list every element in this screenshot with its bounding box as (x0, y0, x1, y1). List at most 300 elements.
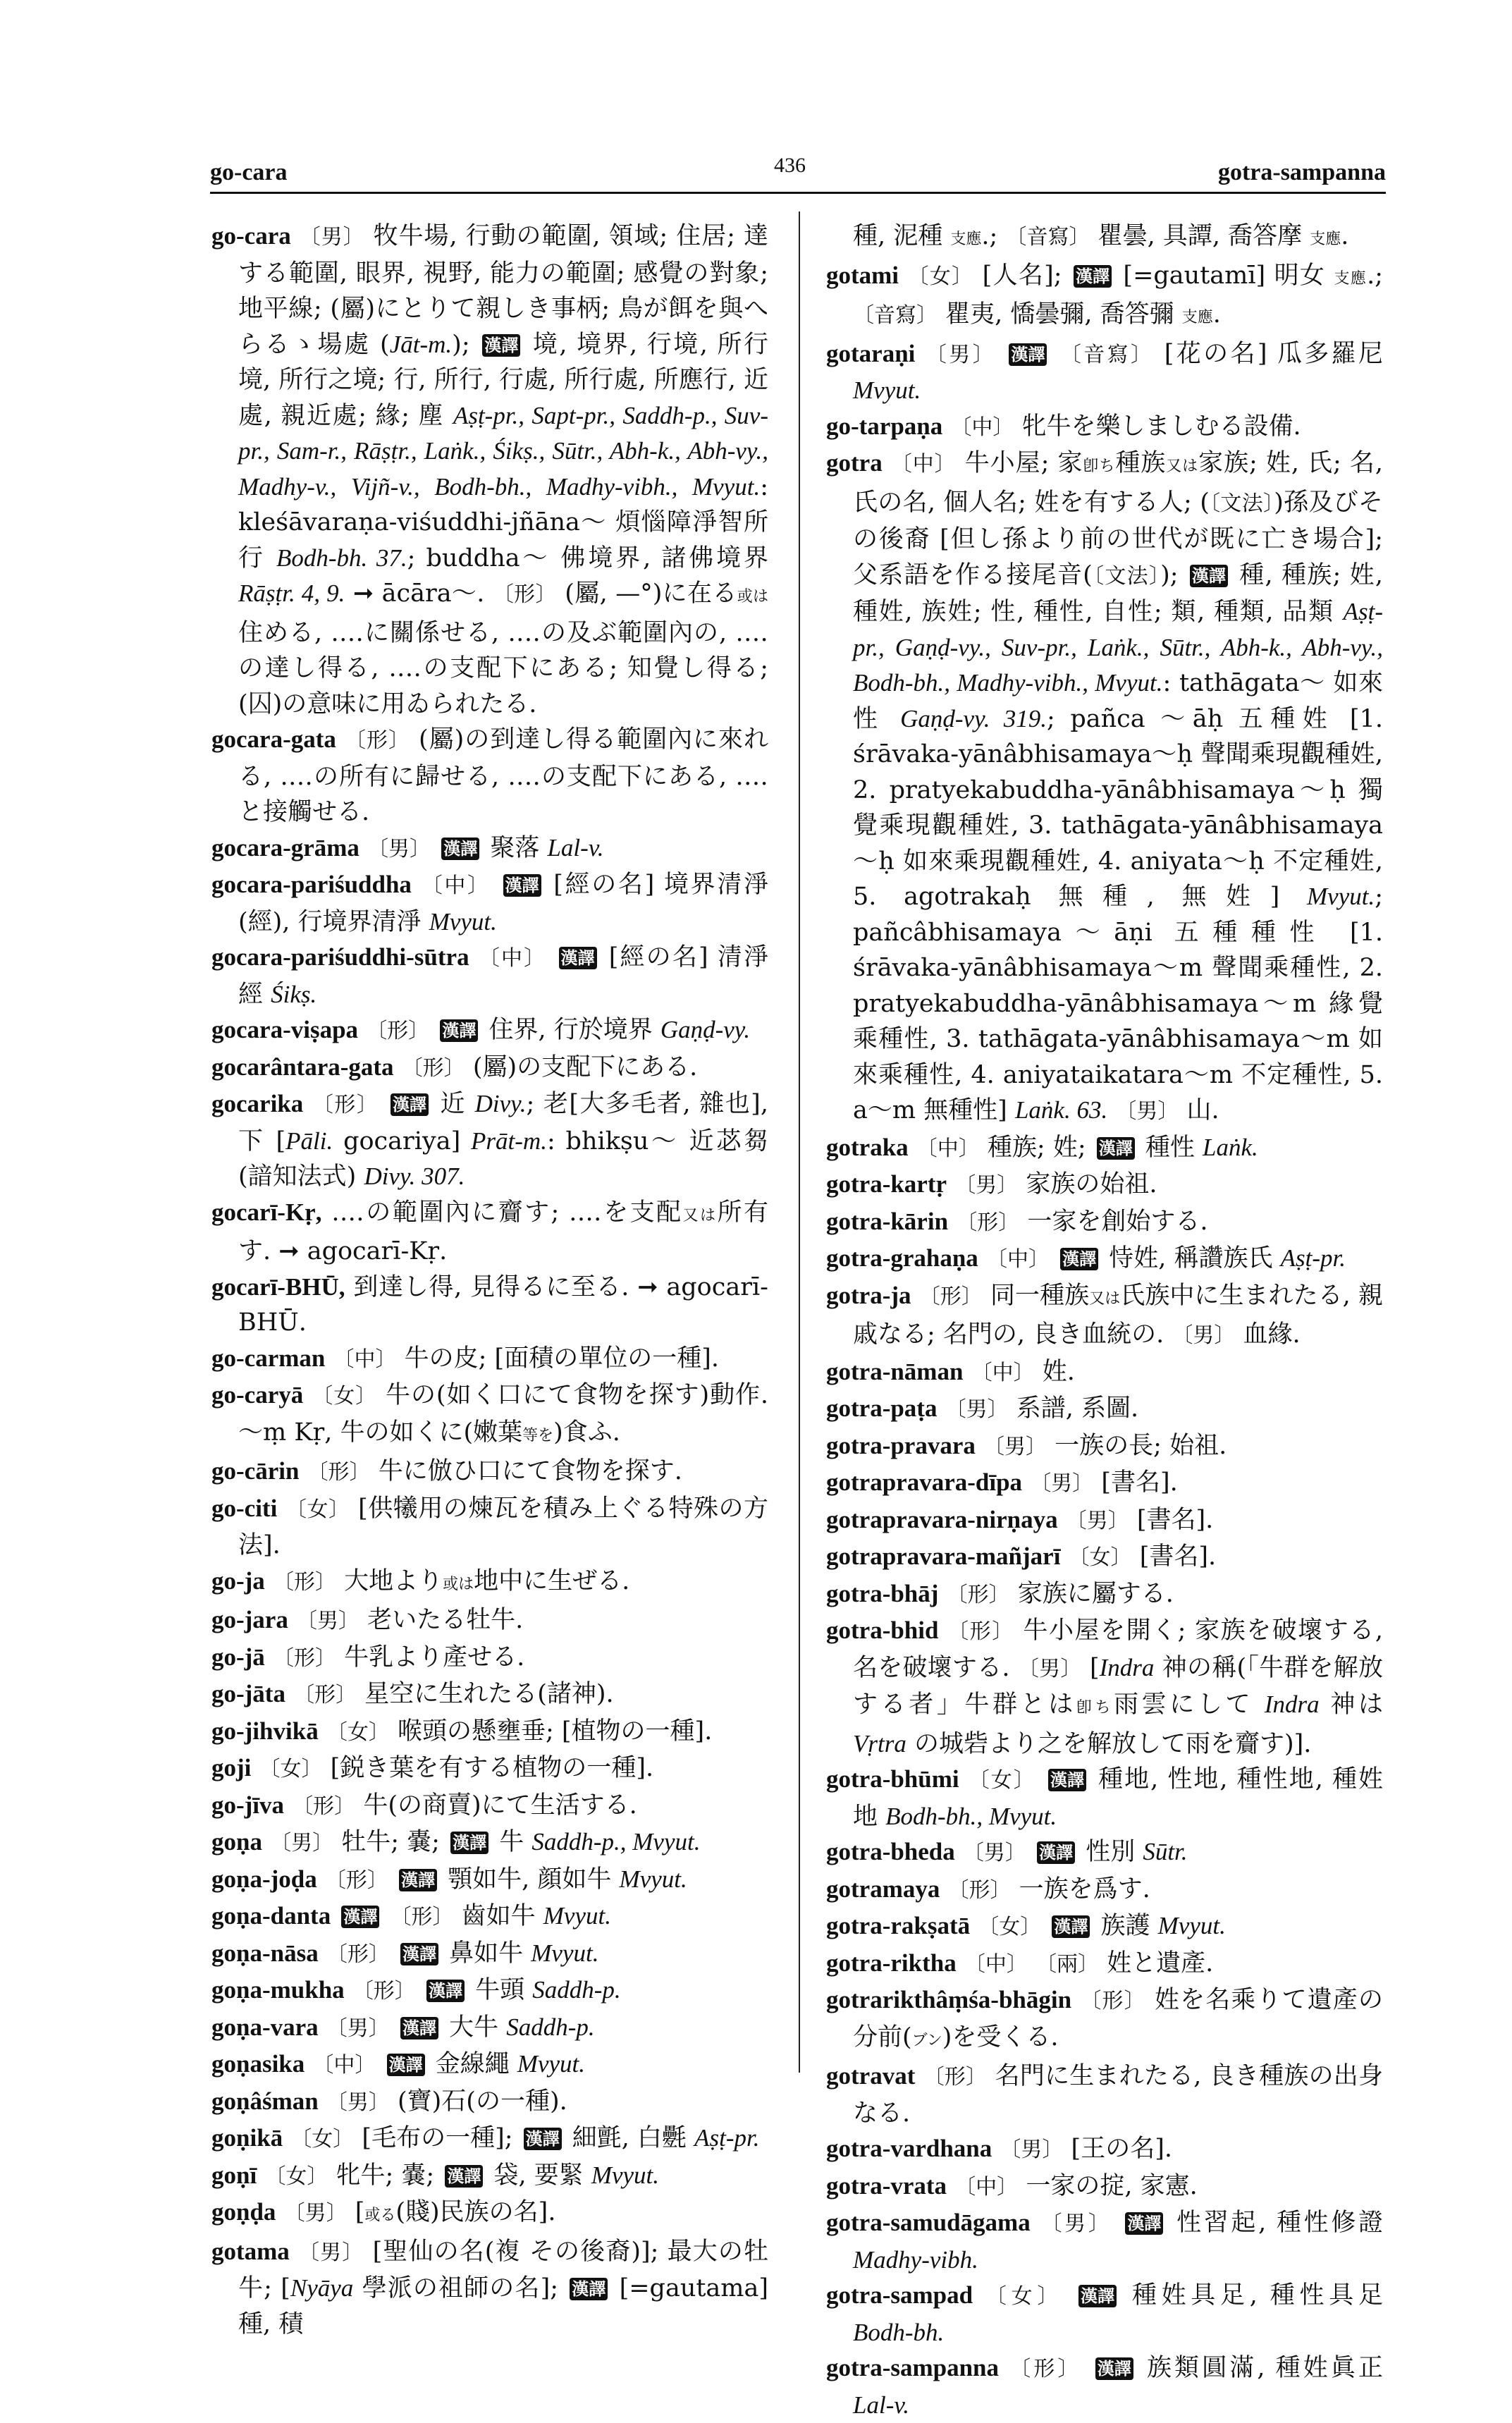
entry-definition: 〔中〕 姓. (971, 1357, 1075, 1386)
entry-definition: 〔男〕 漢譯 性習起, 種性修證 Madhy-vibh. (853, 2209, 1383, 2274)
entry-definition: 〔形〕 姓を名乘りて遺產の分前(ブン)を受くる. (853, 1986, 1383, 2051)
dictionary-entry (826, 1908, 1383, 1946)
small-note: 支應 (1310, 231, 1341, 248)
source-reference: Mvyut. (543, 1902, 611, 1930)
grammar-tag: 〔男〕 (1065, 1508, 1129, 1533)
entry-definition: 〔男〕 一族の長; 始祖. (983, 1431, 1227, 1460)
grammar-tag: 〔男〕 (367, 836, 431, 861)
entry-definition: 〔女〕 漢譯 族護 Mvyut. (978, 1912, 1226, 1940)
source-reference: Aṣṭ-pr. (694, 2124, 760, 2152)
dictionary-entry (826, 1278, 1383, 1354)
grammar-tag: 〔音寫〕 (1005, 225, 1090, 250)
dictionary-entry (211, 1936, 768, 1973)
entry-definition: 〔男〕 [書名]. (1065, 1505, 1214, 1534)
grammar-tag: 〔形〕 (307, 1460, 371, 1485)
small-note: 又は (682, 1206, 718, 1225)
grammar-tag: 〔男〕 (954, 1173, 1019, 1198)
source-reference: Saddh-p. (532, 1976, 621, 2004)
dictionary-entry (211, 867, 768, 940)
entry-headword: gotra-paṭa (826, 1394, 938, 1422)
grammar-tag: 〔形〕 (293, 1683, 357, 1707)
entry-definition: 〔形〕 牛小屋を開く; 家族を破壞する, 名を破壞する. 〔男〕 [Indra 神の稱(「牛群を解放する者」牛群とは卽ち雨雲にして Indra 神は Vṛtra の城砦より之を解放して雨を齎す)]. (853, 1617, 1384, 1758)
source-reference: Madhy-vibh. (853, 2245, 978, 2274)
entry-headword: goṇâśman (211, 2087, 319, 2115)
entry-definition: 〔形〕 牛(の商賣)にて生活する. (292, 1791, 637, 1820)
entry-definition: 〔形〕 漢譯 顎如牛, 顔如牛 Mvyut. (324, 1865, 687, 1894)
entry-definition: 〔中〕 漢譯 金線繩 Mvyut. (312, 2050, 586, 2078)
dictionary-entry (211, 1862, 768, 1899)
dictionary-entry (211, 1750, 768, 1788)
grammar-tag: 〔女〕 (968, 1768, 1036, 1793)
entry-headword: gocarika (211, 1090, 304, 1117)
entry-headword: go-cārin (211, 1457, 300, 1485)
translation-tag: 漢譯 (1125, 2212, 1163, 2235)
entry-definition: 〔中〕 〔兩〕 姓と遺產. (964, 1949, 1214, 1977)
grammar-tag: 〔女〕 (326, 1719, 390, 1745)
dictionary-entry (211, 2195, 768, 2234)
grammar-tag: 〔男〕 (326, 2090, 390, 2115)
translation-tag: 漢譯 (341, 1906, 379, 1928)
source-reference: Lal-v. (547, 833, 604, 861)
entry-definition: 〔形〕 漢譯 住界, 行於境界 Gaṇḍ-vy. (366, 1016, 751, 1044)
translation-tag: 漢譯 (1078, 2285, 1117, 2307)
small-note: 支應 (950, 231, 982, 248)
entry-definition: 〔中〕 漢譯 恃姓, 稱讚族氏 Aṣṭ-pr. (985, 1244, 1346, 1272)
dictionary-entry (211, 722, 768, 830)
entry-definition: 〔形〕 同一種族又は氏族中に生まれたる, 親戚なる; 名門の, 良き血統の. 〔男〕 血緣. (853, 1281, 1383, 1349)
grammar-tag: 〔文法〕 (1209, 491, 1274, 516)
entry-headword: gotrapravara-nirṇaya (826, 1505, 1058, 1533)
entry-headword: gotra-bhid (826, 1617, 939, 1644)
entry-definition: 〔女〕 [供犧用の煉瓦を積み上ぐる特殊の方法]. (238, 1494, 768, 1559)
entry-headword: goṇikā (211, 2124, 283, 2152)
grammar-tag: 〔中〕 (964, 1951, 1028, 1977)
dictionary-entry (826, 1167, 1383, 1204)
dictionary-entry (211, 1195, 768, 1270)
dictionary-entry (826, 1762, 1383, 1834)
dictionary-entry (211, 2047, 768, 2084)
entry-definition: 〔男〕 牧牛場, 行動の範圍, 領域; 住居; 達する範圍, 眼界, 視野, 能力の範圍; 感覺の對象; 地平線; (屬)にとりて親しき事柄; 鳥が餌を與へらるゝ場處 (Jāt-m.); 漢譯 境, 境界, 行境, 所行境, 所行之境; 行, 所行, 行處, 所行處, 所應行, 近處, 親近處; 緣; 塵 Aṣṭ-pr., Sapt-pr., Saddh-p., Suv-pr., Sam-r., Rāṣṭr., Laṅk., Śikṣ., Sūtr., Abh-k., Abh-vy., Madhy-v., Vijñ-v., Bodh-bh., Madhy-vibh., Mvyut.: kleśāvaraṇa-viśuddhi-jñāna～ 煩惱障淨智所行 Bodh-bh. 37.; buddha～ 佛境界, 諸佛境界 Rāṣṭr. 4, 9. ➞ ācāra～. 〔形〕 (屬, —°)に在る或は住める, ‥‥に關係せる, ‥‥の及ぶ範圍內の, ‥‥の達し得る, ‥‥の支配下にある; 知覺し得る; (囚)の意味に用ゐられたる. (238, 222, 769, 718)
dictionary-entry (826, 1982, 1383, 2059)
entry-headword: gotra-kartṛ (826, 1170, 947, 1198)
small-note: 又は (1166, 458, 1199, 475)
grammar-tag: 〔形〕 (272, 1645, 336, 1671)
grammar-tag: 〔形〕 (272, 1569, 336, 1595)
grammar-tag: 〔形〕 (956, 1210, 1020, 1235)
grammar-tag: 〔女〕 (290, 2127, 355, 2152)
grammar-tag: 〔女〕 (312, 1384, 378, 1409)
entry-definition: 〔男〕 漢譯 大牛 Saddh-p. (326, 2013, 595, 2042)
entry-definition: 〔女〕 漢譯 種地, 性地, 種性地, 種姓地 Bodh-bh., Mvyut. (853, 1765, 1383, 1831)
translation-tag: 漢譯 (1097, 1137, 1135, 1160)
entry-definition: 〔形〕 牛に倣ひ口にて食物を探す. (307, 1457, 682, 1485)
entry-headword: goṇa-mukha (211, 1976, 345, 2004)
entry-headword: goṇa-nāsa (211, 1939, 319, 1967)
source-reference: Prāt-m. (471, 1127, 547, 1155)
entry-definition: 〔男〕 [書名]. (1030, 1468, 1178, 1497)
translation-tag: 漢譯 (559, 947, 597, 969)
entry-headword: gocara-gata (211, 725, 336, 753)
dictionary-entry (211, 1050, 768, 1087)
grammar-tag: 〔中〕 (333, 1347, 397, 1372)
entry-definition: 〔女〕 牝牛; 嚢; 漢譯 袋, 要緊 Mvyut. (264, 2161, 660, 2190)
grammar-tag: 〔中〕 (954, 2174, 1019, 2200)
dictionary-entry (826, 1130, 1383, 1167)
grammar-tag: 〔形〕 (326, 1942, 390, 1967)
entry-definition: 〔女〕 [人名]; 漢譯 [=gautamī] 明女 支應.; 〔音寫〕 瞿夷, 憍曇彌, 喬答彌 支應. (853, 261, 1384, 329)
entry-headword: gotra-riktha (826, 1949, 957, 1977)
dictionary-entry (211, 1564, 768, 1603)
entry-definition: 〔形〕 (屬)の支配下にある. (401, 1053, 698, 1081)
entry-definition: 〔男〕 系譜, 系圖. (945, 1394, 1139, 1423)
dictionary-entry (211, 1341, 768, 1378)
header-rule (210, 192, 1386, 194)
dictionary-entry (826, 1613, 1383, 1762)
dictionary-entry (826, 1946, 1383, 1983)
entry-definition: 〔中〕 漢譯 [經の名] 清淨經 Śikṣ. (238, 943, 768, 1009)
dictionary-entry (211, 1973, 768, 2010)
dictionary-entry (826, 2131, 1383, 2169)
source-reference: Laṅk. (1203, 1133, 1258, 1161)
dictionary-entry (211, 1454, 768, 1491)
entry-headword: goṇī (211, 2161, 257, 2189)
grammar-tag: 〔音寫〕 (1059, 342, 1155, 367)
grammar-tag: 〔男〕 (298, 2240, 364, 2265)
entry-headword: gotra (826, 449, 883, 477)
entry-definition: 〔男〕 老いたる牡牛. (296, 1606, 524, 1634)
grammar-tag: 〔女〕 (1068, 1545, 1132, 1570)
grammar-tag: 〔中〕 (312, 2053, 376, 2078)
entry-headword: gotra-nāman (826, 1357, 964, 1385)
grammar-tag: 〔女〕 (985, 2284, 1064, 2309)
dictionary-entry (211, 2121, 768, 2158)
dictionary-entry (211, 1676, 768, 1714)
dictionary-entry (211, 1270, 768, 1341)
entry-definition: 〔形〕 牛乳より產せる. (272, 1643, 525, 1671)
entry-headword: go-caryā (211, 1381, 304, 1409)
grammar-tag: 〔女〕 (907, 264, 974, 289)
entry-headword: gocara-pariśuddhi-sūtra (211, 943, 469, 971)
grammar-tag: 〔中〕 (478, 946, 547, 971)
dictionary-entry (211, 1491, 768, 1564)
left-column (211, 219, 768, 2342)
dictionary-entry (826, 1241, 1383, 1278)
entry-definition: 〔男〕 漢譯 性別 Sūtr. (962, 1838, 1188, 1866)
entry-definition: 〔男〕 [聖仙の名(複 その後裔)]; 最大の牡牛; [Nyāya 學派の祖師の名]; 漢譯 [=gautama] 種, 積 (238, 2237, 769, 2338)
dictionary-entry (211, 830, 768, 868)
running-header (210, 154, 1386, 189)
dictionary-entry (826, 1872, 1383, 1909)
dictionary-entry (211, 219, 768, 722)
entry-definition: 〔女〕 牛の(如く口にて食物を探す)動作. ～ṃ Kṛ, 牛の如くに(嫩葉等を)食ふ. (238, 1381, 769, 1447)
entry-definition: 〔女〕 喉頭の懸壅垂; [植物の一種]. (326, 1717, 713, 1746)
entry-headword: gocarântara-gata (211, 1053, 394, 1081)
entry-headword: gotraka (826, 1133, 909, 1161)
small-note: 支應 (1181, 309, 1213, 326)
grammar-tag: 〔男〕 (1040, 2212, 1112, 2236)
entry-headword: goji (211, 1754, 252, 1781)
source-reference: Saddh-p. (506, 2013, 595, 2041)
source-reference: Aṣṭ-pr., Gaṇḍ-vy., Suv-pr., Laṅk., Sūtr., Abh-k., Abh-vy., Bodh-bh., Madhy-vibh., Mvyut. (853, 598, 1383, 697)
entry-definition: 漢譯 〔形〕 齒如牛 Mvyut. (338, 1902, 611, 1930)
grammar-tag: 〔形〕 (292, 1793, 356, 1819)
entry-definition: 〔中〕 一家の掟, 家憲. (954, 2171, 1198, 2200)
small-note: 支應 (1334, 269, 1367, 288)
dictionary-entry (826, 2205, 1383, 2278)
source-reference: Nyāya (290, 2274, 354, 2302)
translation-tag: 漢譯 (440, 1019, 478, 1042)
entry-definition: 〔男〕 漢譯 〔音寫〕 [花の名] 瓜多羅尼 Mvyut. (853, 339, 1383, 404)
entry-headword: gotami (826, 261, 899, 289)
entry-definition: 〔形〕 漢譯 牛頭 Saddh-p. (352, 1976, 621, 2004)
dictionary-entry (826, 2350, 1383, 2423)
source-reference: Saddh-p., Mvyut. (531, 1828, 701, 1855)
source-reference: Rāṣṭr. 4, 9. (238, 579, 345, 607)
dictionary-entry (826, 1576, 1383, 1614)
dictionary-entry (826, 2169, 1383, 2206)
right-column (826, 219, 1383, 2423)
translation-tag: 漢譯 (400, 1943, 438, 1965)
entry-definition: 〔形〕 一家を創始する. (956, 1207, 1208, 1236)
dictionary-entry (211, 1898, 768, 1936)
source-reference: Mvyut. (517, 2050, 586, 2078)
dictionary-entry (211, 1824, 768, 1862)
grammar-tag: 〔形〕 (401, 1055, 465, 1081)
grammar-tag: 〔男〕 (326, 2016, 390, 2041)
source-reference: Indra (1264, 1691, 1320, 1718)
source-reference: Gaṇḍ-vy. (660, 1016, 751, 1043)
grammar-tag: 〔女〕 (259, 1757, 323, 1781)
translation-tag: 漢譯 (503, 874, 541, 897)
grammar-tag: 〔男〕 (945, 1397, 1009, 1422)
translation-tag: 漢譯 (426, 1980, 465, 2002)
dictionary-entry (826, 336, 1383, 409)
entry-headword: goṇḍa (211, 2198, 276, 2226)
dictionary-entry (826, 2278, 1383, 2350)
translation-tag: 漢譯 (482, 334, 520, 357)
source-reference: Mvyut. (1307, 883, 1375, 910)
grammar-tag: 〔男〕 (1172, 1323, 1236, 1348)
entry-definition: 〔女〕 [書名]. (1068, 1542, 1217, 1571)
translation-tag: 漢譯 (1190, 565, 1228, 587)
entry-definition: 〔中〕 漢譯 [經の名] 境界清淨(經), 行境界清淨 Mvyut. (238, 871, 769, 936)
grammar-tag: 〔男〕 (983, 1434, 1047, 1459)
dictionary-entry (211, 2234, 768, 2343)
small-note: 卽ち (1083, 458, 1116, 475)
entry-headword: gotra-rakṣatā (826, 1912, 971, 1939)
grammar-tag: 〔中〕 (971, 1360, 1035, 1385)
entry-definition: 〔男〕 家族の始祖. (954, 1170, 1157, 1198)
translation-tag: 漢譯 (1052, 1915, 1090, 1938)
grammar-tag: 〔兩〕 (1035, 1951, 1099, 1977)
grammar-tag: 〔女〕 (285, 1497, 350, 1522)
grammar-tag: 〔男〕 (299, 225, 365, 250)
entry-headword: go-jara (211, 1606, 288, 1633)
dictionary-entry (826, 1539, 1383, 1576)
translation-tag: 漢譯 (1037, 1841, 1075, 1864)
grammar-tag: 〔形〕 (947, 1619, 1014, 1644)
translation-tag: 漢譯 (450, 1832, 488, 1854)
dictionary-entry (826, 1428, 1383, 1466)
dictionary-entry (826, 1204, 1383, 1241)
source-reference: Mvyut. (429, 907, 497, 936)
entry-headword: gotrapravara-mañjarī (826, 1542, 1061, 1570)
entry-definition: 〔形〕 漢譯 族類圓滿, 種姓眞正 Lal-v. (853, 2354, 1383, 2419)
translation-tag: 漢譯 (400, 2017, 438, 2039)
dictionary-entry (826, 258, 1383, 336)
source-reference: Śikṣ. (271, 980, 317, 1008)
entry-headword: gocarī-Kṛ, (211, 1198, 322, 1226)
source-reference: Bodh-bh. 37. (276, 544, 407, 572)
entry-headword: gotra-kārin (826, 1207, 949, 1235)
source-reference: Gaṇḍ-vy. 319. (900, 704, 1047, 732)
grammar-tag: 〔中〕 (421, 873, 491, 898)
entry-headword: go-jihvikā (211, 1717, 319, 1745)
entry-headword: goṇa (211, 1828, 262, 1855)
grammar-tag: 〔男〕 (283, 2201, 348, 2226)
translation-tag: 漢譯 (1074, 265, 1112, 288)
dictionary-entry (211, 1788, 768, 1825)
entry-definition: 〔形〕 漢譯 近 Divy.; 老[大多毛者, 雜也], 下 [Pāli. gocariya] Prāt-m.: bhikṣu～ 近苾芻 (諳知法式) Divy. 307. (238, 1090, 768, 1191)
entry-headword: go-carman (211, 1344, 326, 1372)
grammar-tag: 〔形〕 (345, 728, 410, 753)
source-reference: Bodh-bh. (853, 2318, 945, 2346)
entry-definition: 〔中〕 種族; 姓; 漢譯 種性 Laṅk. (916, 1133, 1258, 1162)
grammar-tag: 〔中〕 (950, 415, 1014, 440)
entry-definition: 〔男〕 漢譯 聚落 Lal-v. (367, 833, 604, 862)
entry-headword: gotra-grahaṇa (826, 1244, 978, 1272)
source-reference: Mvyut. (591, 2161, 660, 2189)
grammar-tag: 〔形〕 (918, 1284, 983, 1309)
source-reference: Pāli. (285, 1127, 333, 1155)
entry-headword: gotra-vardhana (826, 2135, 992, 2162)
entry-headword: gotrarikthâṃśa-bhāgin (826, 1986, 1072, 2013)
entry-headword: gocara-viṣapa (211, 1016, 359, 1043)
dictionary-entry (211, 2010, 768, 2047)
page-number: 436 (774, 154, 806, 177)
entry-definition: 〔中〕 牝牛を樂しましむる設備. (950, 412, 1301, 441)
dictionary-entry (211, 1640, 768, 1677)
translation-tag: 漢譯 (399, 1869, 437, 1891)
source-reference: Jāt-m. (389, 330, 453, 358)
entry-headword: goṇa-danta (211, 1902, 331, 1930)
entry-headword: go-jāta (211, 1680, 285, 1707)
entry-headword: gotra-bheda (826, 1838, 955, 1865)
translation-tag: 漢譯 (570, 2278, 608, 2300)
entry-headword: go-jā (211, 1643, 265, 1671)
entry-headword: gotra-bhūmi (826, 1765, 959, 1793)
dictionary-entry (826, 219, 1383, 258)
grammar-tag: 〔形〕 (312, 1093, 379, 1117)
entry-definition: 〔男〕 (寶)石(の一種). (326, 2087, 567, 2116)
entry-headword: go-cara (211, 222, 291, 250)
translation-tag: 漢譯 (445, 2165, 483, 2188)
entry-headword: goṇa-vara (211, 2013, 319, 2041)
small-note: 或る (364, 2207, 396, 2224)
grammar-tag: 〔女〕 (978, 1915, 1042, 1939)
source-reference: Laṅk. 63. (1014, 1096, 1108, 1124)
grammar-tag: 〔男〕 (296, 1609, 359, 1633)
small-note: 又は (1089, 1289, 1121, 1308)
entry-headword: go-ja (211, 1566, 265, 1595)
left-guide-word: go-cara (210, 159, 288, 185)
grammar-tag: 〔形〕 (324, 1867, 388, 1893)
source-reference: Mvyut. (853, 376, 921, 404)
entry-definition: 〔形〕 (屬)の到達し得る範圍內に來れる, ‥‥の所有に歸せる, ‥‥の支配下にある, ‥‥と接觸せる. (238, 725, 769, 826)
source-reference: Mvyut. (619, 1865, 687, 1893)
grammar-tag: 〔男〕 (1030, 1471, 1094, 1496)
grammar-tag: 〔男〕 (1000, 2137, 1064, 2162)
dictionary-entry (211, 1378, 768, 1454)
source-reference: Aṣṭ-pr. (1280, 1244, 1346, 1272)
entry-headword: gocarī-BHŪ, (211, 1272, 345, 1301)
small-note: 或は (443, 1575, 474, 1593)
entry-headword: gotra-pravara (826, 1431, 976, 1459)
small-note: 或は (737, 588, 769, 606)
grammar-tag: 〔中〕 (890, 452, 957, 477)
source-reference: Mvyut. (531, 1939, 599, 1967)
dictionary-entry (211, 1602, 768, 1640)
column-divider (799, 211, 800, 2073)
grammar-tag: 〔形〕 (923, 2065, 988, 2090)
grammar-tag: 〔形〕 (1009, 2357, 1082, 2381)
right-guide-word: gotra-sampanna (1217, 159, 1386, 185)
entry-definition: 〔女〕 [鋭き葉を有する植物の一種]. (259, 1754, 654, 1782)
dictionary-entry (211, 1714, 768, 1751)
entry-headword: gotra-vrata (826, 2171, 947, 2200)
entry-definition: 〔形〕 大地より或は地中に生ぜる. (272, 1566, 630, 1595)
entry-headword: goṇa-joḍa (211, 1865, 317, 1893)
grammar-tag: 〔音寫〕 (853, 303, 938, 328)
entry-headword: gotra-bhāj (826, 1579, 939, 1607)
entry-headword: gotra-samudāgama (826, 2209, 1031, 2236)
dictionary-entry (826, 446, 1383, 1130)
dictionary-entry (826, 2059, 1383, 2131)
entry-definition: 〔男〕 [或る(賤)民族の名]. (283, 2198, 556, 2226)
grammar-tag: 〔形〕 (352, 1979, 416, 2004)
entry-headword: gocara-pariśuddha (211, 871, 412, 898)
grammar-tag: 〔女〕 (264, 2164, 328, 2189)
translation-tag: 漢譯 (391, 1093, 429, 1116)
grammar-tag: 〔男〕 (962, 1841, 1026, 1865)
dictionary-entry (826, 1502, 1383, 1540)
dictionary-entry (211, 940, 768, 1012)
dictionary-entry (826, 1465, 1383, 1502)
entry-definition: 〔男〕 牡牛; 嚢; 漢譯 牛 Saddh-p., Mvyut. (270, 1828, 701, 1856)
dictionary-entry (211, 2158, 768, 2195)
grammar-tag: 〔男〕 (270, 1831, 334, 1855)
translation-tag: 漢譯 (1095, 2357, 1133, 2380)
entry-definition: 〔女〕 [毛布の一種]; 漢譯 細氈, 白氎 Aṣṭ-pr. (290, 2124, 760, 2152)
small-note: ブン (911, 2031, 942, 2049)
entry-definition: 種, 泥種 支應.; 〔音寫〕 瞿曇, 具譚, 喬答摩 支應. (853, 222, 1349, 250)
grammar-tag: 〔形〕 (946, 1582, 1010, 1607)
entry-headword: gotra-ja (826, 1281, 911, 1309)
grammar-tag: 〔男〕 (1017, 1656, 1082, 1681)
grammar-tag: 〔形〕 (492, 582, 557, 607)
entry-headword: gotra-sampad (826, 2281, 973, 2309)
entry-headword: gotravat (826, 2062, 916, 2090)
grammar-tag: 〔形〕 (366, 1019, 430, 1043)
entry-definition: 〔形〕 一族を爲す. (947, 1875, 1150, 1903)
source-reference: Indra (1099, 1653, 1155, 1681)
grammar-tag: 〔男〕 (1115, 1099, 1179, 1124)
source-reference: Divy. (474, 1090, 527, 1117)
entry-headword: go-citi (211, 1494, 278, 1522)
entry-headword: gotramaya (826, 1875, 940, 1903)
grammar-tag: 〔男〕 (925, 342, 996, 367)
grammar-tag: 〔中〕 (916, 1136, 980, 1161)
